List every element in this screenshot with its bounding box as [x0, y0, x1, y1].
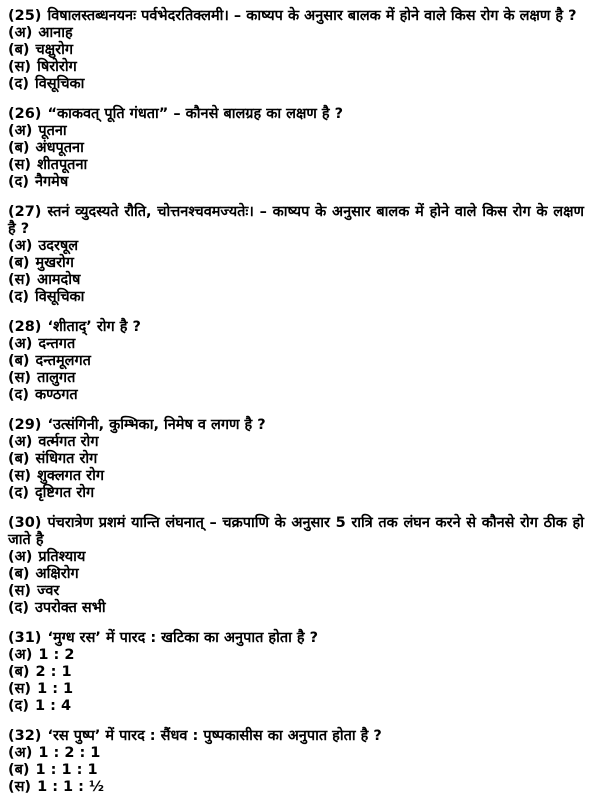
option-text: आमदोष — [37, 272, 81, 288]
question-number: (29) — [8, 417, 42, 433]
question-text-line — [8, 630, 584, 647]
option-marker: (द) — [8, 698, 29, 714]
option-text: पूतना — [38, 123, 67, 139]
option-row — [8, 59, 584, 76]
option-row — [8, 681, 584, 698]
option-row — [8, 647, 584, 664]
question-text-line — [8, 515, 584, 549]
option-marker: (अ) — [8, 647, 33, 663]
option-text: 1 : 1 : ½ — [37, 779, 105, 795]
option-marker: (ब) — [8, 255, 30, 271]
option-text: तालुगत — [37, 370, 76, 386]
question-body: “काकवत् पूति गंधता” – कौनसे बालग्रह का लक्षण है ? — [47, 106, 344, 122]
option-text: प्रतिश्याय — [38, 549, 86, 565]
option-marker: (स) — [8, 468, 32, 484]
question-body: विषालस्तब्धनयनः पर्वभेदरतिक्लमी। – काष्यप के अनुसार बालक में होने वाले किस रोग के लक्षण है ? — [47, 8, 577, 24]
option-row — [8, 434, 584, 451]
option-text: 1 : 1 — [37, 681, 74, 697]
option-text: शीतपूतना — [37, 157, 88, 173]
option-text: विसूचिका — [34, 289, 85, 305]
option-row — [8, 387, 584, 404]
option-marker: (ब) — [8, 664, 30, 680]
option-marker: (स) — [8, 157, 32, 173]
option-marker: (अ) — [8, 549, 33, 565]
option-marker: (द) — [8, 289, 29, 305]
option-text: उदरषूल — [38, 238, 79, 254]
question-text-line — [8, 728, 584, 745]
option-marker: (स) — [8, 681, 32, 697]
option-text: दृष्टिगत रोग — [34, 485, 95, 501]
option-marker: (द) — [8, 600, 29, 616]
option-marker: (द) — [8, 387, 29, 403]
option-text: 1 : 4 — [34, 698, 72, 714]
option-text: ज्वर — [37, 583, 60, 599]
question-block-29 — [8, 417, 584, 502]
question-body: ‘मुग्ध रस’ में पारद : खटिका का अनुपात होता है ? — [47, 630, 319, 646]
option-text: चक्षुरोग — [35, 42, 74, 58]
option-marker: (स) — [8, 370, 32, 386]
option-text: आनाह — [38, 25, 73, 41]
question-block-25 — [8, 8, 584, 93]
option-row — [8, 600, 584, 617]
question-text-line — [8, 417, 584, 434]
question-number: (26) — [8, 106, 42, 122]
option-marker: (स) — [8, 272, 32, 288]
option-text: नैगमेष — [34, 174, 69, 190]
question-body: ‘रस पुष्प’ में पारद : सैंधव : पुष्पकासीस का अनुपात होता है ? — [47, 728, 382, 744]
option-marker: (ब) — [8, 140, 30, 156]
option-marker: (अ) — [8, 745, 33, 761]
question-body: ‘उत्संगिनी, कुम्भिका, निमेष व लगण है ? — [47, 417, 266, 433]
question-text-line — [8, 319, 584, 336]
option-row — [8, 779, 584, 796]
question-number: (25) — [8, 8, 42, 24]
option-marker: (ब) — [8, 353, 30, 369]
option-row — [8, 255, 584, 272]
option-text: विसूचिका — [34, 76, 85, 92]
option-marker: (स) — [8, 583, 32, 599]
option-row — [8, 289, 584, 306]
option-row — [8, 336, 584, 353]
question-block-28 — [8, 319, 584, 404]
question-number: (27) — [8, 204, 42, 220]
question-body: स्तनं व्युदस्यते रौति, चोत्तनश्चवमज्यतेः। – काष्यप के अनुसार बालक में होने वाले किस रोग के लक्षण है ? — [8, 204, 584, 237]
question-number: (28) — [8, 319, 42, 335]
option-row — [8, 42, 584, 59]
option-row — [8, 549, 584, 566]
question-block-31 — [8, 630, 584, 715]
option-row — [8, 272, 584, 289]
option-row — [8, 25, 584, 42]
option-row — [8, 76, 584, 93]
option-row — [8, 370, 584, 387]
option-row — [8, 583, 584, 600]
question-text-line — [8, 204, 584, 238]
option-text: वर्त्मगत रोग — [38, 434, 99, 450]
option-marker: (स) — [8, 59, 32, 75]
option-marker: (अ) — [8, 434, 33, 450]
option-row — [8, 353, 584, 370]
question-text-line — [8, 8, 584, 25]
option-row — [8, 664, 584, 681]
question-block-30 — [8, 515, 584, 617]
option-marker: (अ) — [8, 238, 33, 254]
option-marker: (द) — [8, 76, 29, 92]
option-row — [8, 238, 584, 255]
question-number: (30) — [8, 515, 42, 531]
option-marker: (द) — [8, 174, 29, 190]
option-row — [8, 468, 584, 485]
option-text: संधिगत रोग — [35, 451, 98, 467]
question-block-32 — [8, 728, 584, 796]
option-text: 1 : 2 — [38, 647, 75, 663]
option-row — [8, 745, 584, 762]
option-row — [8, 698, 584, 715]
question-number: (32) — [8, 728, 42, 744]
option-text: अंधपूतना — [35, 140, 84, 156]
option-marker: (अ) — [8, 336, 33, 352]
question-block-26 — [8, 106, 584, 191]
option-row — [8, 157, 584, 174]
option-text: दन्तमूलगत — [35, 353, 91, 369]
option-text: मुखरोग — [35, 255, 74, 271]
option-text: शुक्लगत रोग — [37, 468, 104, 484]
option-row — [8, 485, 584, 502]
option-text: कण्ठगत — [34, 387, 78, 403]
question-body: पंचरात्रेण प्रशमं यान्ति लंघनात् – चक्रपाणि के अनुसार 5 रात्रि तक लंघन करने से कौनसे रोग ठीक हो जाते है — [8, 515, 584, 548]
option-text: 1 : 1 : 1 — [35, 762, 98, 778]
option-marker: (ब) — [8, 42, 30, 58]
option-row — [8, 174, 584, 191]
option-row — [8, 451, 584, 468]
option-marker: (ब) — [8, 762, 30, 778]
option-marker: (ब) — [8, 566, 30, 582]
option-marker: (ब) — [8, 451, 30, 467]
option-text: षिरोरोग — [37, 59, 77, 75]
question-body: ‘शीताद्’ रोग है ? — [47, 319, 141, 335]
option-marker: (द) — [8, 485, 29, 501]
option-marker: (स) — [8, 779, 32, 795]
question-block-27 — [8, 204, 584, 306]
option-row — [8, 123, 584, 140]
option-text: दन्तगत — [38, 336, 76, 352]
question-text-line — [8, 106, 584, 123]
option-text: अक्षिरोग — [35, 566, 79, 582]
question-number: (31) — [8, 630, 42, 646]
option-row — [8, 762, 584, 779]
option-row — [8, 140, 584, 157]
option-marker: (अ) — [8, 123, 33, 139]
option-row — [8, 566, 584, 583]
option-text: 2 : 1 — [35, 664, 72, 680]
option-marker: (अ) — [8, 25, 33, 41]
option-text: 1 : 2 : 1 — [38, 745, 101, 761]
option-text: उपरोक्त सभी — [34, 600, 106, 616]
